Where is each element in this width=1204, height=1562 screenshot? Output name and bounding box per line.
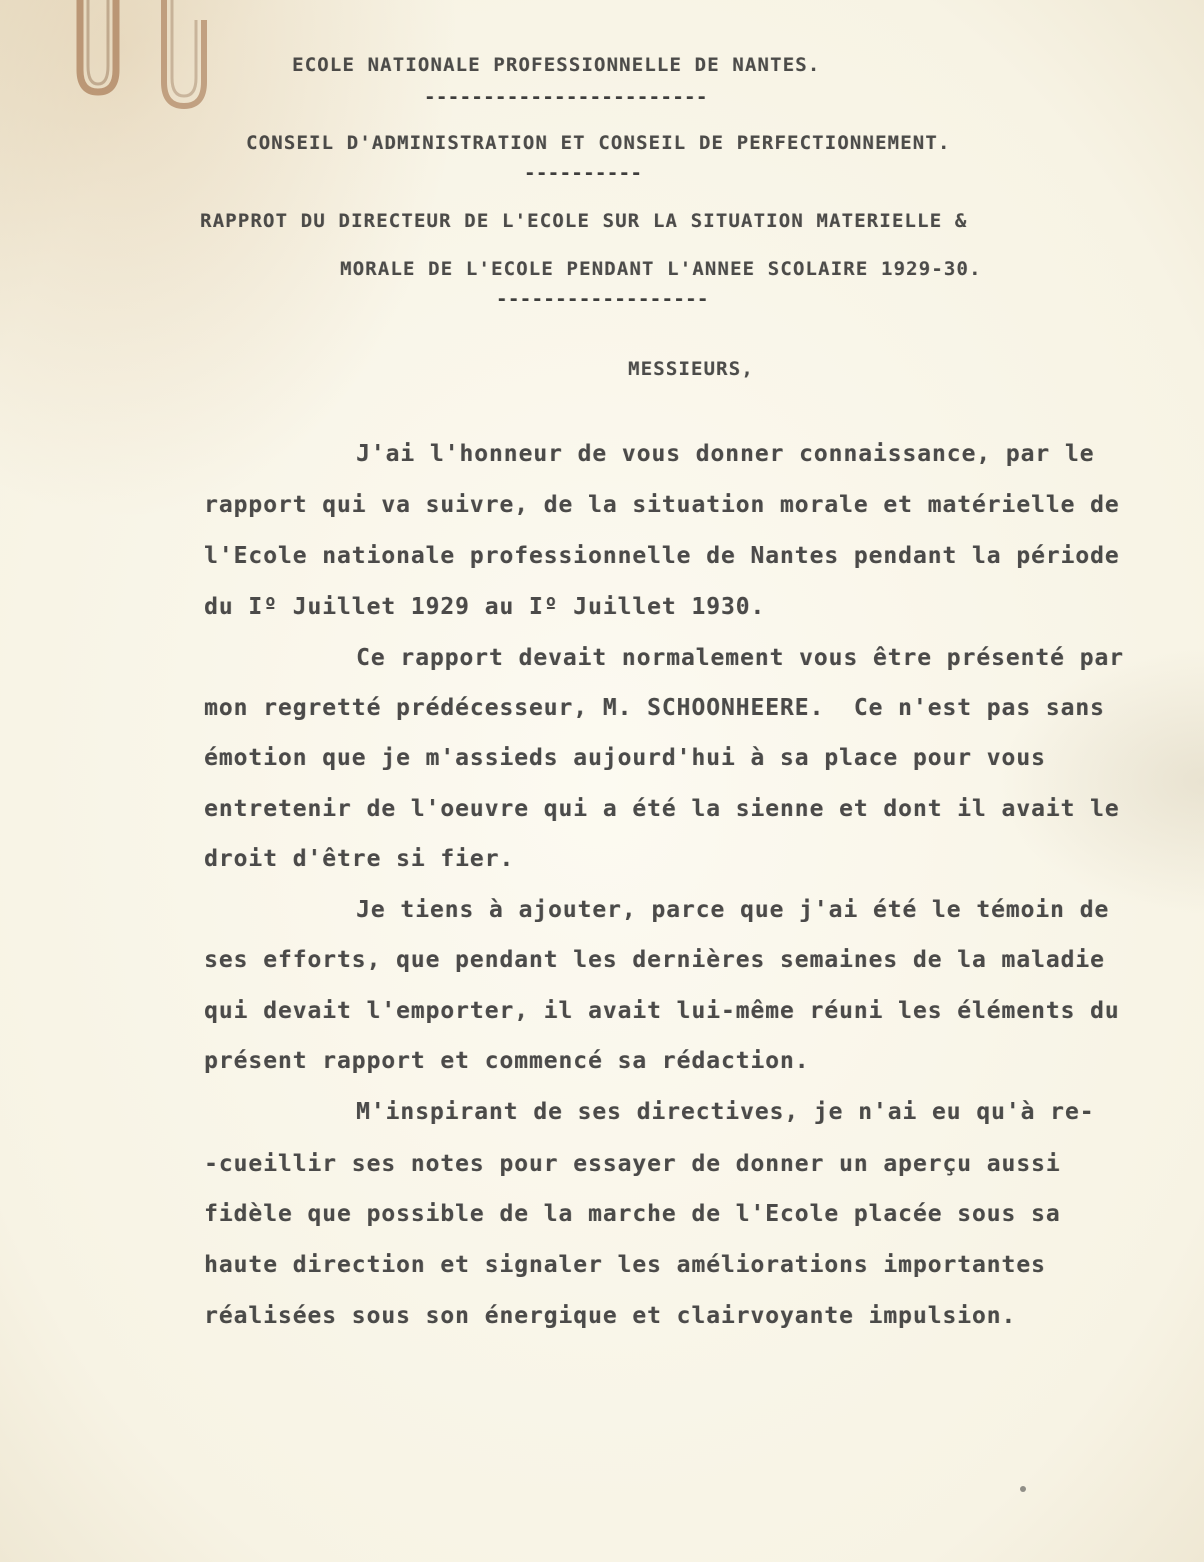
body-line: M'inspirant de ses directives, je n'ai eu qu'à re- [356,1099,1095,1125]
body-line: -cueillir ses notes pour essayer de donner un aperçu aussi [204,1151,1061,1177]
body-line: entretenir de l'oeuvre qui a été la sienne et dont il avait le [204,796,1120,822]
report-title-line-2: MORALE DE L'ECOLE PENDANT L'ANNEE SCOLAIRE 1929-30. [340,258,982,280]
body-line: Ce rapport devait normalement vous être présenté par [356,645,1124,671]
school-title: ECOLE NATIONALE PROFESSIONNELLE DE NANTES. [292,54,821,76]
body-line: fidèle que possible de la marche de l'Ecole placée sous sa [204,1201,1061,1227]
body-line: Je tiens à ajouter, parce que j'ai été le témoin de [356,897,1110,923]
paper-clip-marks [58,0,228,120]
separator-rule: ---------- [524,162,643,184]
body-line: J'ai l'honneur de vous donner connaissance, par le [356,441,1095,467]
body-line: l'Ecole nationale professionnelle de Nantes pendant la période [204,543,1120,569]
body-line: présent rapport et commencé sa rédaction. [204,1048,810,1074]
body-line: mon regretté prédécesseur, M. SCHOONHEERE. Ce n'est pas sans [204,695,1105,721]
body-line: émotion que je m'assieds aujourd'hui à sa place pour vous [204,745,1046,771]
council-title: CONSEIL D'ADMINISTRATION ET CONSEIL DE PERFECTIONNEMENT. [246,132,951,154]
margin-mark [1020,1486,1026,1492]
salutation: MESSIEURS, [628,358,754,380]
body-line: droit d'être si fier. [204,846,515,872]
report-title-line-1: RAPPROT DU DIRECTEUR DE L'ECOLE SUR LA SITUATION MATERIELLE & [200,210,968,232]
body-line: du Iº Juillet 1929 au Iº Juillet 1930. [204,594,766,620]
body-line: haute direction et signaler les améliorations importantes [204,1252,1046,1278]
separator-rule: ------------------ [496,288,709,310]
body-line: réalisées sous son énergique et clairvoyante impulsion. [204,1303,1017,1329]
body-line: ses efforts, que pendant les dernières semaines de la maladie [204,947,1105,973]
body-line: qui devait l'emporter, il avait lui-même réuni les éléments du [204,998,1120,1024]
separator-rule: ------------------------ [424,86,708,108]
body-line: rapport qui va suivre, de la situation morale et matérielle de [204,492,1120,518]
